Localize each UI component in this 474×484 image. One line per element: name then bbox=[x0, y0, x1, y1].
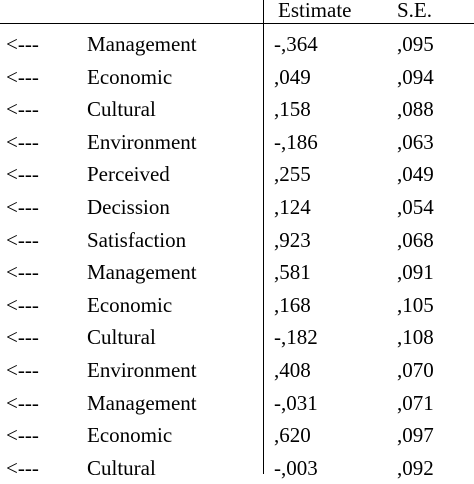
estimate-value: ,049 bbox=[274, 64, 311, 89]
se-value: ,070 bbox=[397, 357, 434, 382]
estimate-value: ,158 bbox=[274, 97, 311, 122]
path-arrow: <--- bbox=[6, 227, 39, 252]
path-arrow: <--- bbox=[6, 357, 39, 382]
predictor-label: Economic bbox=[87, 423, 173, 448]
se-value: ,108 bbox=[397, 325, 434, 350]
predictor-label: Cultural bbox=[87, 97, 156, 122]
table-row bbox=[0, 191, 474, 224]
table-row bbox=[0, 224, 474, 257]
path-arrow: <--- bbox=[6, 292, 39, 317]
estimate-value: ,124 bbox=[274, 194, 311, 219]
se-value: ,094 bbox=[397, 64, 434, 89]
path-arrow: <--- bbox=[6, 455, 39, 480]
table-row bbox=[0, 28, 474, 61]
table-row bbox=[0, 256, 474, 289]
table-row bbox=[0, 289, 474, 322]
estimate-value: -,003 bbox=[274, 455, 318, 480]
path-arrow: <--- bbox=[6, 260, 39, 285]
header-divider bbox=[0, 23, 474, 24]
table-row bbox=[0, 354, 474, 387]
predictor-label: Management bbox=[87, 32, 197, 56]
se-value: ,105 bbox=[397, 292, 434, 317]
se-value: ,097 bbox=[397, 423, 434, 448]
path-arrow: <--- bbox=[6, 97, 39, 122]
path-arrow: <--- bbox=[6, 64, 39, 89]
predictor-label: Economic bbox=[87, 292, 173, 317]
predictor-label: Perceived bbox=[87, 162, 170, 187]
predictor-label: Management bbox=[87, 390, 197, 415]
se-value: ,071 bbox=[397, 390, 434, 415]
table-row bbox=[0, 321, 474, 354]
se-value: ,088 bbox=[397, 97, 434, 122]
table-row bbox=[0, 158, 474, 191]
se-value: ,054 bbox=[397, 194, 434, 219]
table-row bbox=[0, 93, 474, 126]
path-arrow: <--- bbox=[6, 194, 39, 219]
se-value: ,068 bbox=[397, 227, 434, 252]
estimate-value: ,923 bbox=[274, 227, 311, 252]
se-value: ,049 bbox=[397, 162, 434, 187]
se-value: ,095 bbox=[397, 32, 434, 56]
estimate-value: -,364 bbox=[274, 32, 318, 56]
estimate-value: ,620 bbox=[274, 423, 311, 448]
estimate-value: -,186 bbox=[274, 129, 318, 154]
path-arrow: <--- bbox=[6, 162, 39, 187]
estimate-value: ,255 bbox=[274, 162, 311, 187]
path-arrow: <--- bbox=[6, 325, 39, 350]
path-arrow: <--- bbox=[6, 423, 39, 448]
predictor-label: Cultural bbox=[87, 455, 156, 480]
table-row bbox=[0, 126, 474, 159]
se-value: ,091 bbox=[397, 260, 434, 285]
predictor-label: Environment bbox=[87, 357, 197, 382]
predictor-label: Decission bbox=[87, 194, 170, 219]
path-arrow: <--- bbox=[6, 32, 39, 56]
estimate-value: ,168 bbox=[274, 292, 311, 317]
estimate-value: -,031 bbox=[274, 390, 318, 415]
estimate-value: -,182 bbox=[274, 325, 318, 350]
path-arrow: <--- bbox=[6, 390, 39, 415]
predictor-label: Environment bbox=[87, 129, 197, 154]
se-value: ,063 bbox=[397, 129, 434, 154]
estimate-value: ,581 bbox=[274, 260, 311, 285]
table-row bbox=[0, 452, 474, 484]
table-row bbox=[0, 61, 474, 94]
predictor-label: Management bbox=[87, 260, 197, 285]
table-header bbox=[0, 0, 474, 24]
estimate-value: ,408 bbox=[274, 357, 311, 382]
estimate-column-header: Estimate bbox=[278, 0, 352, 22]
predictor-label: Satisfaction bbox=[87, 227, 187, 252]
table-row bbox=[0, 387, 474, 420]
se-value: ,092 bbox=[397, 455, 434, 480]
path-arrow: <--- bbox=[6, 129, 39, 154]
predictor-label: Cultural bbox=[87, 325, 156, 350]
table-row bbox=[0, 419, 474, 452]
table-body bbox=[0, 28, 474, 484]
predictor-label: Economic bbox=[87, 64, 173, 89]
se-column-header: S.E. bbox=[397, 0, 433, 22]
